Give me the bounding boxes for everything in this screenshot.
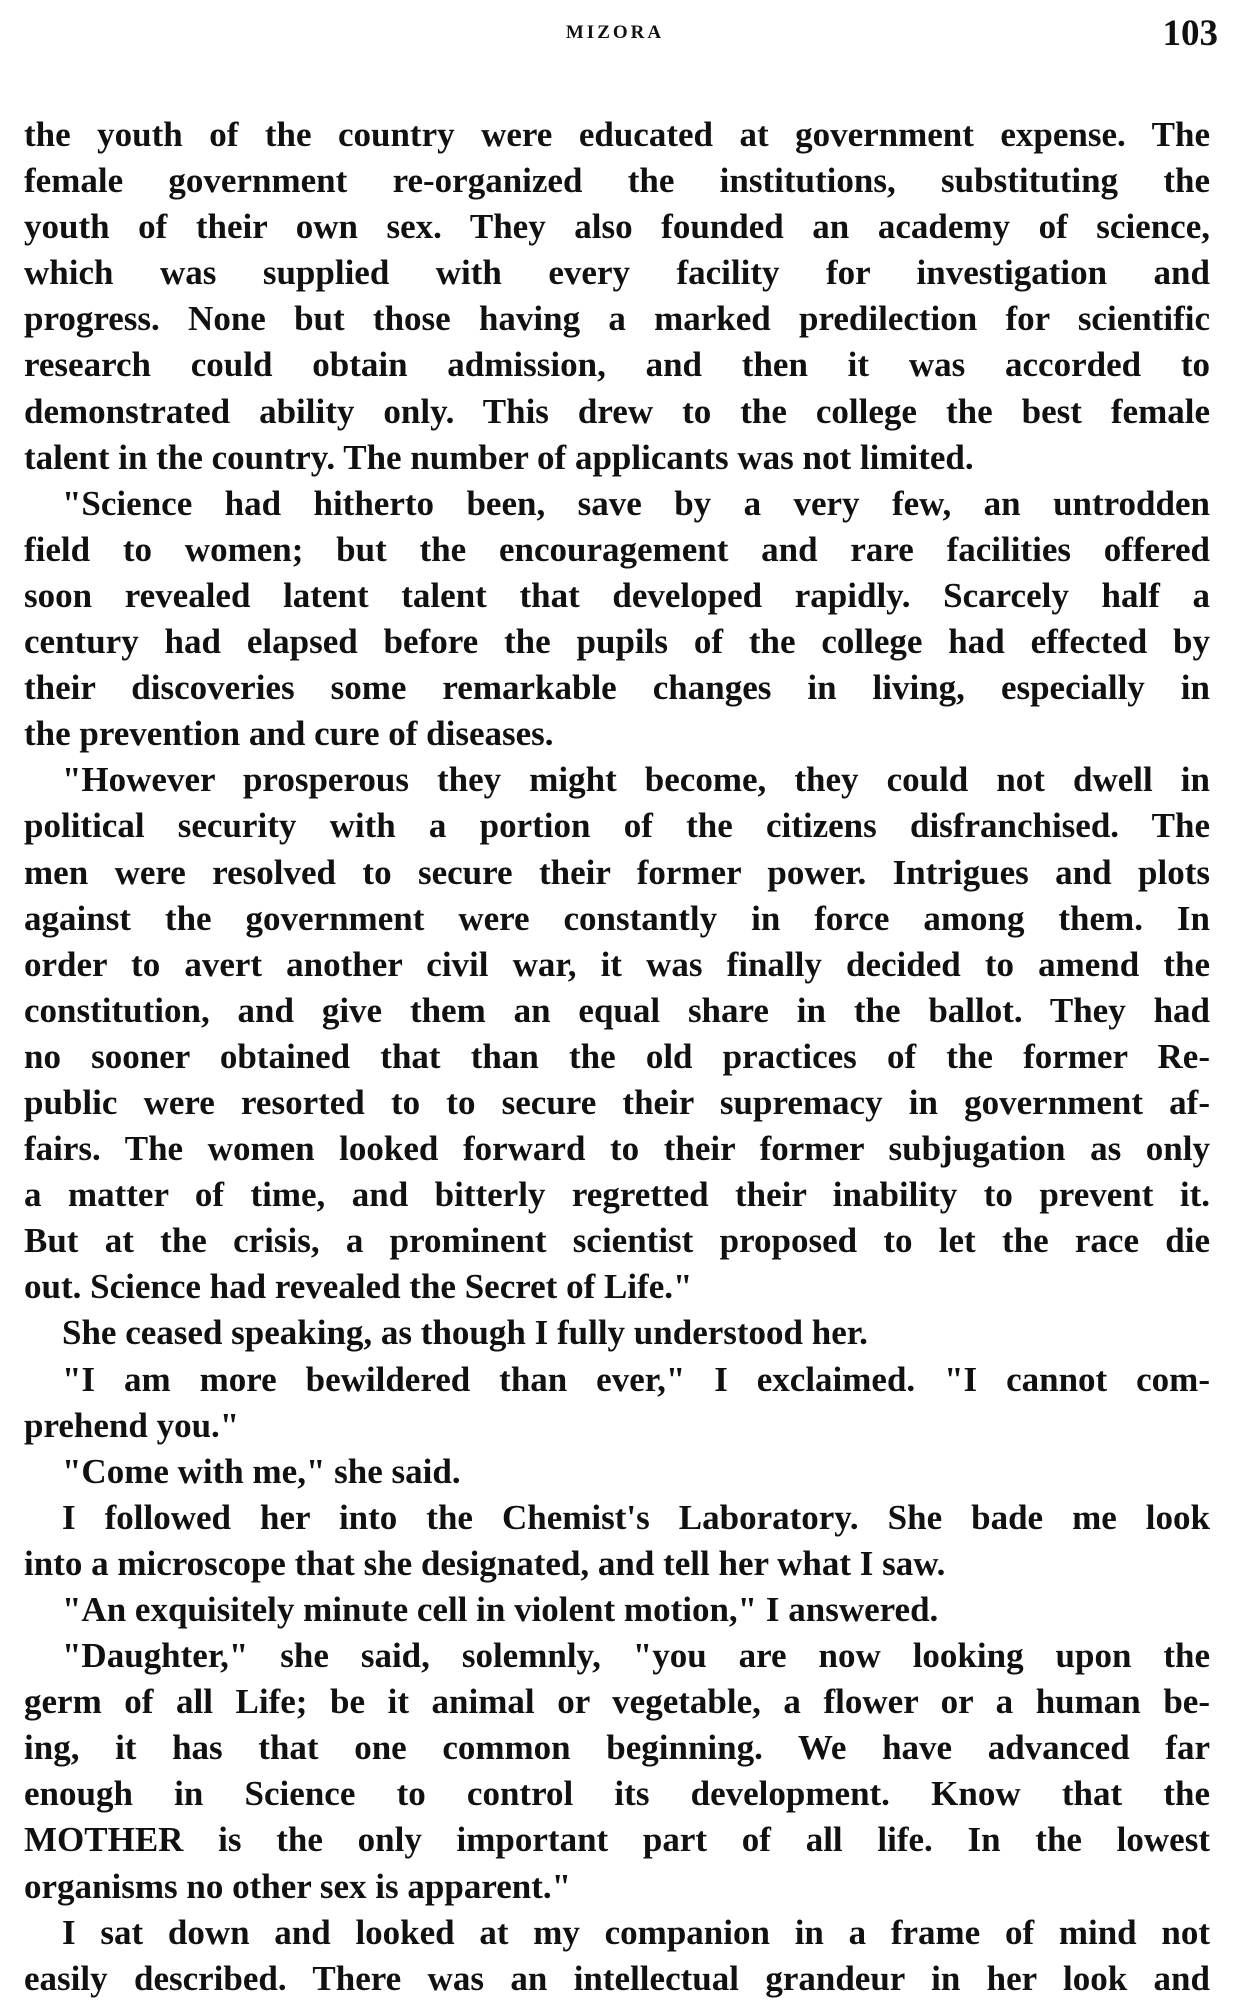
text-line: demonstrated ability only. This drew to the college the best female <box>24 391 1210 431</box>
text-line: talent in the country. The number of applicants was not limited. <box>24 437 974 477</box>
text-line: their discoveries some remarkable changes in living, especially in <box>24 668 1210 708</box>
text-line: field to women; but the encouragement and rare facilities offered <box>24 529 1210 569</box>
text-line: But at the crisis, a prominent scientist proposed to let the race die <box>24 1221 1210 1261</box>
text-line: no sooner obtained that than the old practices of the former Re- <box>24 1036 1210 1076</box>
text-line: the youth of the country were educated at government expense. The <box>24 115 1210 154</box>
text-line: germ of all Life; be it animal or vegetable, a flower or a human be- <box>24 1682 1210 1722</box>
text-line: order to avert another civil war, it was finally decided to amend the <box>24 944 1210 984</box>
paragraph <box>24 112 1210 481</box>
text-line: "I am more bewildered than ever," I exclaimed. "I cannot com- <box>62 1359 1210 1399</box>
text-line: progress. None but those having a marked predilection for scientific <box>24 299 1210 339</box>
paragraph <box>24 1357 1210 1449</box>
text-line: organisms no other sex is apparent." <box>24 1866 572 1906</box>
text-line: out. Science had revealed the Secret of Life." <box>24 1267 693 1307</box>
text-line: research could obtain admission, and then it was accorded to <box>24 345 1210 385</box>
text-line: prehend you." <box>24 1405 240 1445</box>
paragraph <box>24 1310 1210 1356</box>
text-line: fairs. The women looked forward to their former subjugation as only <box>24 1129 1210 1169</box>
text-line: "An exquisitely minute cell in violent motion," I answered. <box>62 1590 939 1629</box>
paragraph <box>24 1449 1210 1495</box>
text-line: men were resolved to secure their former power. Intrigues and plots <box>24 852 1210 892</box>
text-line: MOTHER is the only important part of all life. In the lowest <box>24 1820 1210 1860</box>
text-line: female government re-organized the institutions, substituting the <box>24 161 1210 201</box>
text-line: I followed her into the Chemist's Laboratory. She bade me look <box>62 1497 1210 1537</box>
text-line: century had elapsed before the pupils of the college had effected by <box>24 622 1210 662</box>
text-line: into a microscope that she designated, and tell her what I saw. <box>24 1543 946 1583</box>
text-line: ing, it has that one common beginning. We have advanced far <box>24 1728 1210 1768</box>
text-line: "Science had hitherto been, save by a very few, an untrodden <box>62 483 1210 523</box>
text-line: I sat down and looked at my companion in a frame of mind not <box>62 1912 1210 1952</box>
text-line: soon revealed latent talent that developed rapidly. Scarcely half a <box>24 575 1210 615</box>
text-line: political security with a portion of the citizens disfranchised. The <box>24 806 1210 846</box>
paragraph <box>24 1495 1210 1587</box>
paragraph <box>24 757 1210 1310</box>
text-line: constitution, and give them an equal share in the ballot. They had <box>24 990 1210 1030</box>
text-line: against the government were constantly in force among them. In <box>24 898 1210 938</box>
text-line: enough in Science to control its development. Know that the <box>24 1774 1210 1814</box>
paragraph <box>24 1633 1210 1910</box>
text-line: "However prosperous they might become, they could not dwell in <box>62 760 1210 800</box>
text-line: which was supplied with every facility for investigation and <box>24 253 1210 293</box>
text-line: She ceased speaking, as though I fully understood her. <box>62 1313 868 1353</box>
text-line: the prevention and cure of diseases. <box>24 714 554 754</box>
page-number: 103 <box>1162 13 1218 54</box>
running-head-title: MIZORA <box>565 22 665 43</box>
text-line: easily described. There was an intellectual grandeur in her look and <box>24 1958 1210 1998</box>
text-line: public were resorted to to secure their supremacy in government af- <box>24 1082 1210 1122</box>
text-line: "Daughter," she said, solemnly, "you are now looking upon the <box>62 1636 1210 1676</box>
paragraph <box>24 1587 1210 1633</box>
paragraph <box>24 481 1210 758</box>
text-line: "Come with me," she said. <box>62 1451 461 1491</box>
paragraph <box>24 1910 1210 2002</box>
body-text <box>24 112 1210 2002</box>
text-line: youth of their own sex. They also founded an academy of science, <box>24 207 1210 247</box>
text-line: a matter of time, and bitterly regretted their inability to prevent it. <box>24 1175 1210 1215</box>
